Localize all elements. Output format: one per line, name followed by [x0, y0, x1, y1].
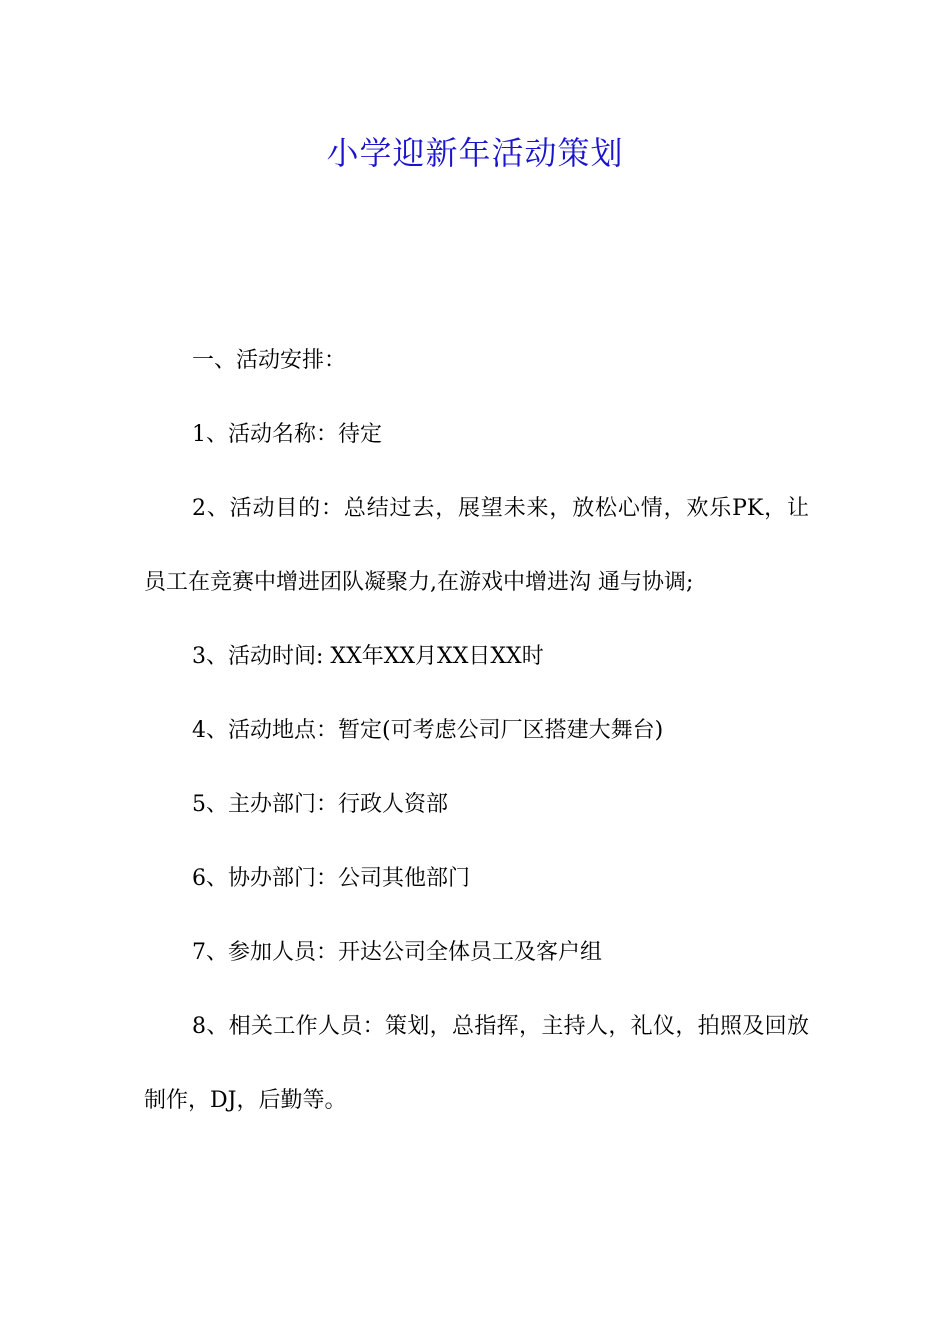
paragraph-activity-location: 4、活动地点：暂定(可考虑公司厂区搭建大舞台) [192, 718, 664, 743]
paragraph-activity-time: 3、活动时间: XX年XX月XX日XX时 [192, 644, 544, 669]
paragraph-activity-name: 1、活动名称：待定 [192, 422, 382, 447]
paragraph-activity-purpose: 2、活动目的：总结过去，展望未来，放松心情，欢乐PK，让员工在竞赛中增进团队凝聚力,在游戏中增进沟 通与协调; [144, 496, 809, 595]
section-heading: 一、活动安排： [192, 348, 347, 373]
paragraph-participants: 7、参加人员：开达公司全体员工及客户组 [192, 940, 602, 965]
paragraph-staff: 8、相关工作人员：策划，总指挥，主持人，礼仪，拍照及回放制作，DJ，后勤等。 [144, 1014, 809, 1113]
document-title: 小学迎新年活动策划 [326, 134, 624, 172]
paragraph-co-host-department: 6、协办部门：公司其他部门 [192, 866, 470, 891]
document-body [144, 324, 809, 1138]
paragraph-host-department: 5、主办部门：行政人资部 [192, 792, 448, 817]
